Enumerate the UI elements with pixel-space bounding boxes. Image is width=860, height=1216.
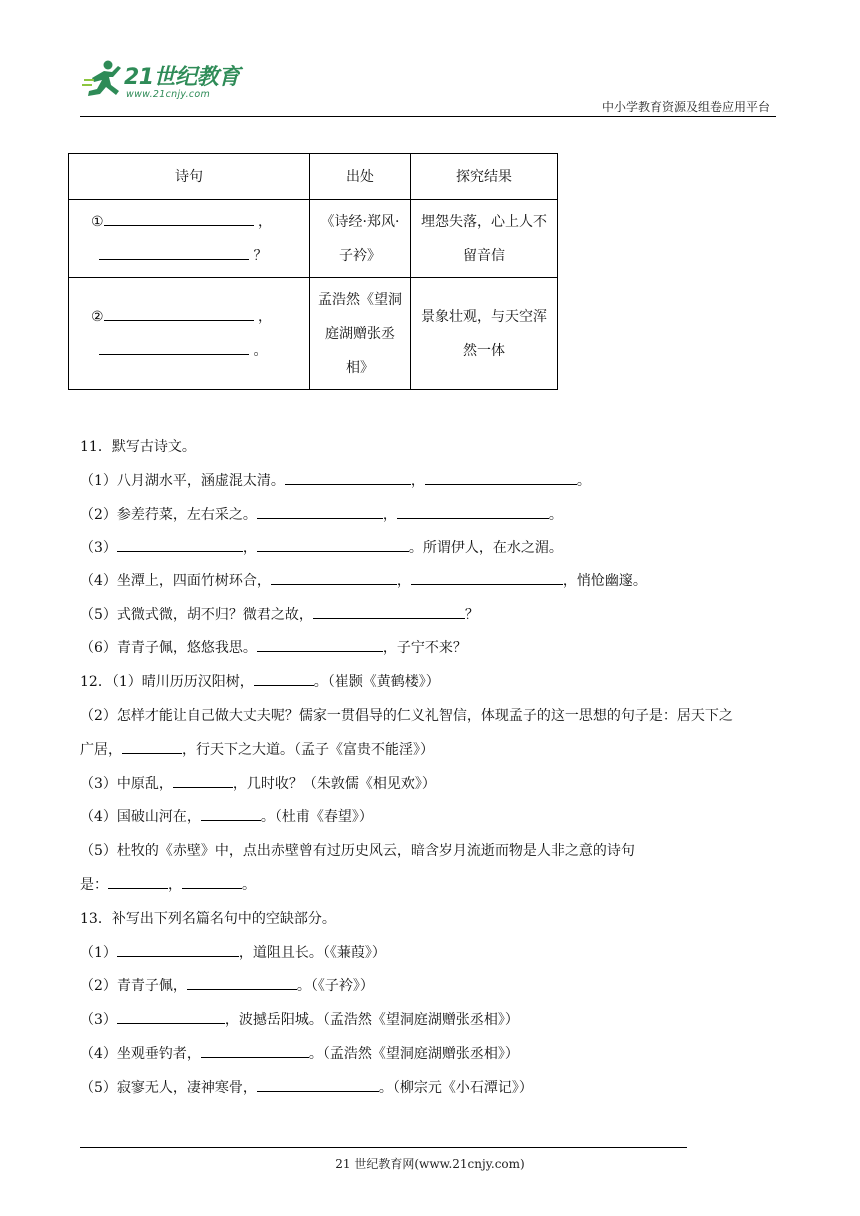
q13-item — [80, 975, 374, 995]
q13-item — [80, 1043, 519, 1063]
answer-blank[interactable] — [117, 1009, 225, 1024]
q12-item — [80, 705, 733, 725]
item-text: 广居， — [80, 742, 122, 758]
item-text: 参差荇菜，左右采之。 — [116, 507, 257, 523]
item-label: （2） — [80, 507, 117, 523]
answer-blank[interactable] — [257, 537, 409, 552]
answer-blank[interactable] — [411, 570, 563, 585]
item-label: 12．（1） — [80, 674, 142, 690]
brand-url: www.21cnjy.com — [126, 89, 211, 100]
result-cell: 景象壮观，与天空浑然一体 — [411, 278, 558, 390]
item-text: 怎样才能让自己做大丈夫呢？儒家一贯倡导的仁义礼智信，体现孟子的这一思想的句子是：居天下之 — [116, 708, 733, 724]
q12-item — [80, 840, 635, 860]
table-row — [69, 200, 558, 278]
q13-item — [80, 1077, 533, 1097]
item-label: （4） — [80, 573, 117, 589]
table-row — [69, 278, 558, 390]
item-label: （1） — [80, 945, 117, 961]
item-text: 八月湖水平，涵虚混太清。 — [116, 473, 285, 489]
q11-item — [80, 604, 479, 624]
item-text: ， — [168, 877, 182, 893]
item-label: （3） — [80, 776, 117, 792]
answer-blank[interactable] — [257, 637, 383, 652]
q11-item — [80, 637, 467, 657]
q13-item — [80, 942, 386, 962]
answer-blank[interactable] — [397, 504, 549, 519]
answer-blank[interactable] — [201, 1043, 309, 1058]
item-text: ， — [410, 473, 425, 489]
item-label: （3） — [80, 540, 117, 556]
item-text: ，子宁不来？ — [382, 640, 467, 656]
header-rule — [80, 116, 776, 117]
answer-blank[interactable] — [104, 304, 254, 321]
item-text: 。（杜甫《春望》） — [260, 809, 373, 825]
item-text: 式微式微，胡不归？微君之故， — [116, 607, 313, 623]
footer-rule — [80, 1147, 687, 1148]
item-text: ，几时收？（朱敦儒《相见欢》） — [232, 776, 436, 792]
item-text: ， — [382, 507, 397, 523]
item-text: 国破山河在， — [116, 809, 201, 825]
column-header: 诗句 — [69, 154, 310, 200]
punct: 。 — [253, 342, 268, 359]
item-label: （4） — [80, 1046, 117, 1062]
item-label: （2） — [80, 708, 117, 724]
item-label: （5） — [80, 1080, 117, 1096]
punct: ， — [258, 308, 273, 325]
result-cell: 埋怨失落，心上人不留音信 — [411, 200, 558, 278]
answer-blank[interactable] — [313, 604, 465, 619]
q11-item — [80, 537, 563, 557]
q12-item — [80, 773, 436, 793]
answer-blank[interactable] — [254, 671, 314, 686]
inquiry-table — [68, 153, 558, 390]
item-label: （5） — [80, 843, 117, 859]
row-number: ② — [91, 308, 104, 325]
item-text: 是： — [80, 877, 108, 893]
item-label: （3） — [80, 1012, 117, 1028]
question-13-title: 13．补写出下列名篇名句中的空缺部分。 — [80, 911, 336, 927]
item-text: 。（孟浩然《望洞庭湖赠张丞相》） — [308, 1046, 519, 1062]
item-label: （4） — [80, 809, 117, 825]
q11-item — [80, 470, 591, 490]
answer-blank[interactable] — [117, 537, 243, 552]
q11-item — [80, 570, 647, 590]
q12-item — [80, 874, 256, 894]
answer-blank[interactable] — [182, 874, 242, 889]
answer-blank[interactable] — [285, 470, 411, 485]
item-text: ，悄怆幽邃。 — [562, 573, 647, 589]
item-text: ，行天下之大道。（孟子《富贵不能淫》） — [182, 742, 434, 758]
q12-item — [80, 739, 434, 759]
table-header-row — [69, 154, 558, 200]
item-text: 中原乱， — [116, 776, 173, 792]
item-label: （5） — [80, 607, 117, 623]
brand-logo — [82, 58, 252, 108]
item-text: ，道阻且长。（《蒹葭》） — [238, 945, 386, 961]
q11-item — [80, 504, 563, 524]
item-text: 坐观垂钓者， — [116, 1046, 201, 1062]
item-label: （1） — [80, 473, 117, 489]
answer-blank[interactable] — [173, 773, 233, 788]
page-header — [0, 0, 860, 120]
item-text: 。所谓伊人，在水之湄。 — [408, 540, 563, 556]
item-label: （2） — [80, 978, 117, 994]
q13-item — [80, 1009, 519, 1029]
answer-blank[interactable] — [122, 739, 182, 754]
item-text: 。（柳宗元《小石潭记》） — [378, 1080, 533, 1096]
item-text: 。（《子衿》） — [296, 978, 374, 994]
answer-blank[interactable] — [257, 1077, 379, 1092]
answer-blank[interactable] — [99, 338, 249, 355]
item-text: 。 — [576, 473, 591, 489]
verse-cell — [69, 278, 310, 390]
runner-icon — [82, 58, 126, 100]
answer-blank[interactable] — [201, 806, 261, 821]
answer-blank[interactable] — [99, 243, 249, 260]
column-header: 出处 — [310, 154, 411, 200]
item-text: ，波撼岳阳城。（孟浩然《望洞庭湖赠张丞相》） — [224, 1012, 519, 1028]
row-number: ① — [91, 213, 104, 230]
item-text: 坐潭上，四面竹树环合， — [116, 573, 271, 589]
column-header: 探究结果 — [411, 154, 558, 200]
punct: ？ — [253, 247, 268, 264]
brand-name: 21世纪教育 — [124, 65, 240, 90]
source-cell: 《诗经·郑风·子衿》 — [310, 200, 411, 278]
answer-blank[interactable] — [108, 874, 168, 889]
answer-blank[interactable] — [187, 975, 297, 990]
item-text: 。 — [548, 507, 563, 523]
verse-cell — [69, 200, 310, 278]
item-text: 杜牧的《赤壁》中，点出赤壁曾有过历史风云，暗含岁月流逝而物是人非之意的诗句 — [116, 843, 635, 859]
item-text: 青青子佩，悠悠我思。 — [116, 640, 257, 656]
item-text: 寂寥无人，凄神寒骨， — [116, 1080, 257, 1096]
item-text: 。（崔颢《黄鹤楼》） — [313, 674, 440, 690]
item-text: ， — [242, 540, 257, 556]
item-text: ？ — [464, 607, 479, 623]
answer-blank[interactable] — [104, 209, 254, 226]
item-text: 晴川历历汉阳树， — [141, 674, 254, 690]
q12-item — [80, 806, 373, 826]
answer-blank[interactable] — [117, 942, 239, 957]
q12-item — [80, 671, 440, 691]
answer-blank[interactable] — [425, 470, 577, 485]
item-text: ， — [396, 573, 411, 589]
punct: ， — [258, 213, 273, 230]
item-text: 。 — [242, 877, 256, 893]
item-label: （6） — [80, 640, 117, 656]
item-text: 青青子佩， — [116, 978, 187, 994]
answer-blank[interactable] — [271, 570, 397, 585]
answer-blank[interactable] — [257, 504, 383, 519]
question-11-title: 11．默写古诗文。 — [80, 439, 196, 455]
platform-name: 中小学教育资源及组卷应用平台 — [601, 100, 770, 114]
source-cell: 孟浩然《望洞庭湖赠张丞相》 — [310, 278, 411, 390]
footer-site[interactable]: 21 世纪教育网(www.21cnjy.com) — [335, 1157, 525, 1171]
